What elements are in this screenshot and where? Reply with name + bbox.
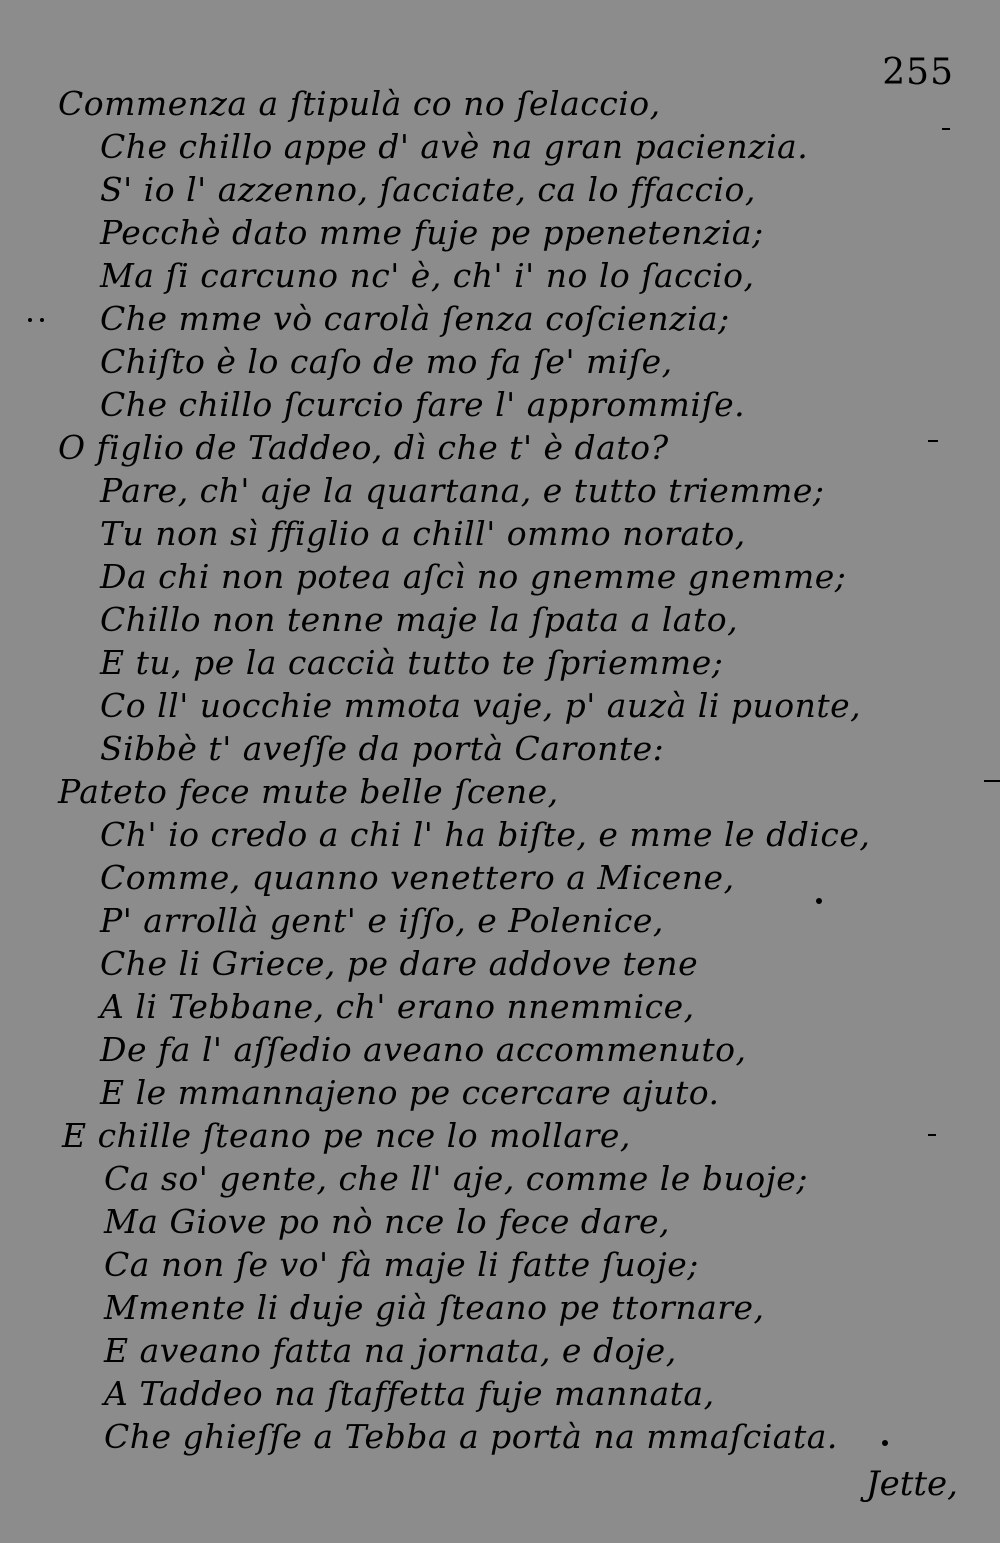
scan-speck <box>28 318 32 322</box>
scan-mark <box>984 780 1000 782</box>
scan-mark <box>928 440 938 442</box>
verse-line: Chillo non tenne maje la ſpata a lato, <box>100 600 739 639</box>
verse-line: Che chillo appe d' avè na gran pacienzia. <box>100 127 809 166</box>
verse-line: Che li Griece, pe dare addove tene <box>100 944 699 983</box>
verse-line: Pateto fece mute belle ſcene, <box>58 772 559 811</box>
verse-line: S' io l' azzenno, ſacciate, ca lo ffaccio, <box>100 170 756 209</box>
page-number: 255 <box>882 52 954 93</box>
verse-line: Ca so' gente, che ll' aje, comme le buoje; <box>104 1159 808 1198</box>
verse-line: Co ll' uocchie mmota vaje, p' auzà li puonte, <box>100 686 862 725</box>
catchword: Jette, <box>865 1464 958 1504</box>
verse-line: Comme, quanno venettero a Micene, <box>100 858 735 897</box>
verse-line: A li Tebbane, ch' erano nnemmice, <box>100 987 695 1026</box>
verse-line: Commenza a ſtipulà co no ſelaccio, <box>58 84 661 123</box>
verse-line: A Taddeo na ſtaffetta fuje mannata, <box>104 1374 715 1413</box>
verse-line: Che ghieſſe a Tebba a portà na mmaſciata. <box>104 1417 838 1456</box>
verse-line: De fa l' aſſedio aveano accommenuto, <box>100 1030 747 1069</box>
verse-line: Pare, ch' aje la quartana, e tutto triemme; <box>100 471 825 510</box>
scan-speck <box>40 318 44 322</box>
scan-speck <box>816 898 822 904</box>
verse-line: Mmente li duje già ſteano pe ttornare, <box>104 1288 765 1327</box>
verse-line: P' arrollà gent' e iſſo, e Polenice, <box>100 901 664 940</box>
verse-line: O figlio de Taddeo, dì che t' è dato? <box>58 428 669 467</box>
verse-line: Che mme vò carolà ſenza coſcienzia; <box>100 299 730 338</box>
verse-line: E le mmannajeno pe ccercare ajuto. <box>100 1073 720 1112</box>
scan-mark <box>942 128 950 130</box>
verse-line: Che chillo ſcurcio fare l' apprommiſe. <box>100 385 746 424</box>
verse-line: Sibbè t' aveſſe da portà Caronte: <box>100 729 665 768</box>
verse-line: Ch' io credo a chi l' ha biſte, e mme le ddice, <box>100 815 871 854</box>
verse-line: E chille ſteano pe nce lo mollare, <box>62 1116 631 1155</box>
verse-line: Pecchè dato mme fuje pe ppenetenzia; <box>100 213 764 252</box>
verse-line: E aveano fatta na jornata, e doje, <box>104 1331 677 1370</box>
verse-line: Ma ſi carcuno nc' è, ch' i' no lo ſaccio, <box>100 256 755 295</box>
scan-mark <box>928 1134 936 1136</box>
verse-line: E tu, pe la caccià tutto te ſpriemme; <box>100 643 724 682</box>
verse-line: Ma Giove po nò nce lo fece dare, <box>104 1202 670 1241</box>
verse-line: Da chi non potea aſcì no gnemme gnemme; <box>100 557 847 596</box>
verse-line: Ca non ſe vo' fà maje li fatte ſuoje; <box>104 1245 699 1284</box>
scan-speck <box>882 1440 888 1446</box>
verse-line: Tu non sì ffiglio a chill' ommo norato, <box>100 514 746 553</box>
verse-line: Chiſto è lo caſo de mo fa ſe' miſe, <box>100 342 673 381</box>
